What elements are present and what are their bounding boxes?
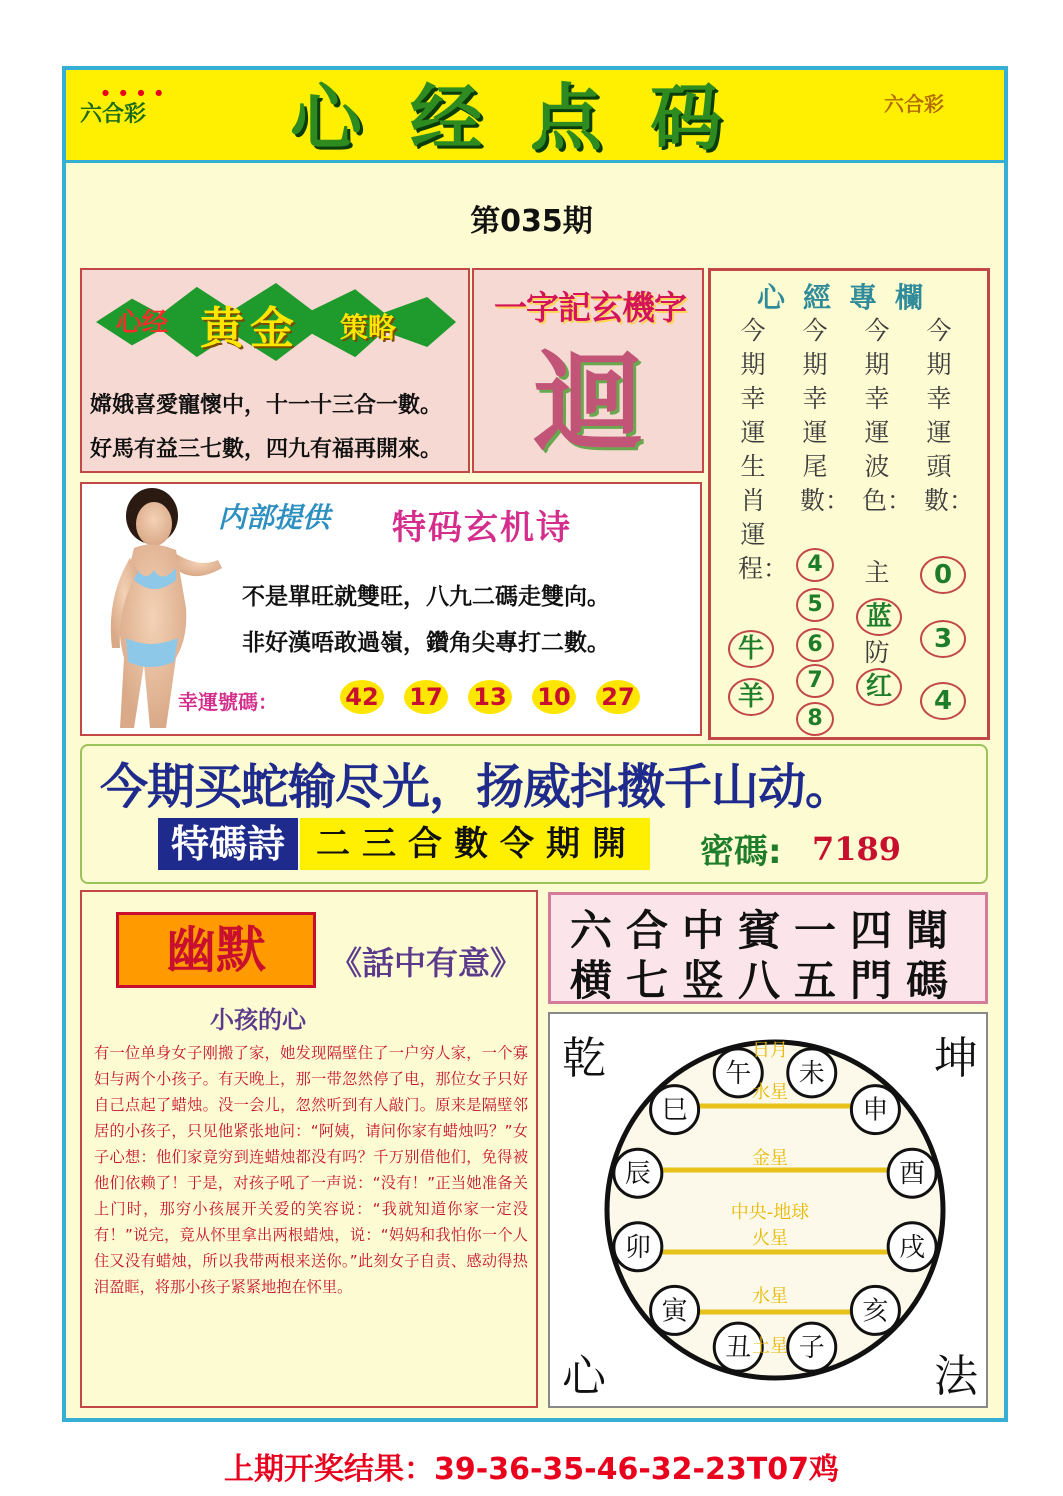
color-guard-label: 防 [864,638,890,667]
label-sun-moon: 日月 [752,1040,788,1061]
branch-label: 戌 [899,1232,926,1263]
label-mars: 火星 [752,1228,788,1249]
head-ring: 3 [920,620,966,658]
password-label: 密碼: [700,832,782,872]
branch-label: 酉 [899,1159,926,1190]
zodiac-wheel [590,1020,960,1400]
branch-label: 午 [725,1058,752,1089]
main-title: 心经点码 [290,75,771,160]
branch-label: 未 [798,1058,825,1089]
story-title: 小孩的心 [210,1006,306,1034]
lucky-number: 27 [596,680,640,714]
last-draw-result: 上期开奖结果：39-36-35-46-32-23T07鸡 [224,1452,839,1487]
column-text-zodiac: 今期幸運生肖運程： [738,316,789,583]
label-venus: 金星 [752,1148,788,1169]
logo [80,88,170,138]
mystic-char: 迴 [533,338,643,467]
mystic-title: 一字記玄機字 [494,288,686,327]
label-saturn: 土星 [752,1336,788,1357]
slogan-text: 今期买蛇输尽光，扬威抖擞千山动。 [100,759,853,815]
branch-label: 卯 [624,1232,651,1263]
label-mercury-2: 水星 [752,1286,788,1307]
tail-ring: 8 [796,702,834,736]
tail-ring: 5 [796,588,834,622]
color-ring: 蓝 [856,598,902,636]
color-ring: 红 [856,668,902,706]
head-ring: 4 [920,682,966,720]
logo-text: 六合彩 [80,102,147,127]
head-ring: 0 [920,556,966,594]
story-text: 有一位单身女子刚搬了家，她发现隔壁住了一户穷人家，一个寡妇与两个小孩子。有天晚上，那一带忽然停了电，那位女子只好自己点起了蜡烛。没一会儿，忽然听到有人敲门。原来是隔壁邻居的小孩子，只见他紧张地问：“阿姨，请问你家有蜡烛吗？”女子心想：他们家竟穷到连蜡烛都没有吗？千万别借他们，免得被他们依赖了！于是，对孩子吼了一声说：“没有！”正当她准备关上门时，那穷小孩展开关爱的笑容说：“我就知道你家一定没有！”说完，竟从怀里拿出两根蜡烛，说：“妈妈和我怕你一个人住又没有蜡烛，所以我带两根来送你。”此刻女子自责、感动得热泪盈眶，将那小孩子紧紧地抱在怀里。 [94,1044,528,1296]
branch-label: 寅 [661,1296,688,1327]
password-value: 7189 [812,830,902,868]
zodiac-ring: 牛 [728,630,774,668]
column-title: 心經專欄 [756,281,941,314]
issue-number: 第035期 [470,204,593,239]
tail-ring: 6 [796,628,834,662]
corner-fa: 法 [934,1351,978,1402]
column-text-head: 今期幸運頭數： [924,316,975,515]
zodiac-ring: 羊 [728,678,774,716]
label-mercury: 水星 [752,1082,788,1103]
branch-label: 辰 [624,1159,651,1190]
gate-line: 横七竖八五門碼 [570,956,963,1005]
lucky-number: 42 [340,680,384,714]
corner-kun: 坤 [934,1033,978,1084]
lucky-number: 13 [468,680,512,714]
branch-label: 申 [862,1095,889,1126]
corner-xin: 心 [562,1351,606,1402]
special-poem-line: 非好漢唔敢過嶺，鑽角尖專打二數。 [242,629,610,656]
branch-label: 亥 [862,1296,889,1327]
tail-ring: 4 [796,548,834,582]
color-main-label: 主 [864,558,890,587]
humor-badge: 幽默 [116,912,316,988]
lucky-number: 10 [532,680,576,714]
gold-poem-line: 好馬有益三七數，四九有福再開來。 [90,436,443,462]
humor-subtitle: 《話中有意》 [330,944,523,982]
tail-ring: 7 [796,664,834,698]
branch-label: 丑 [725,1333,752,1364]
branch-label: 巳 [661,1095,688,1126]
gold-strategy-b: 黄金 [200,303,300,354]
gold-strategy-a: 心经 [116,308,169,338]
label-earth: 中央-地球 [730,1202,810,1223]
branch-label: 子 [798,1333,825,1364]
special-poem-line: 不是單旺就雙旺，八九二碼走雙向。 [242,583,610,610]
gold-strategy-c: 策略 [340,311,397,344]
header-tag: 六合彩 [884,92,944,116]
tema-label: 特碼詩 [158,818,298,870]
gold-poem-line: 嫦娥喜愛寵懷中，十一十三合一數。 [90,392,443,418]
poem-heading-2: 特码玄机诗 [392,508,572,548]
lucky-label: 幸運號碼： [178,690,278,714]
tema-text: 二三合數令期開 [300,818,650,870]
logo-dots-icon: ● ● ● ● [102,88,167,97]
gate-line: 六合中賓一四聞 [570,906,963,955]
corner-qian: 乾 [562,1033,606,1084]
column-text-color: 今期幸運波色： [862,316,913,515]
column-text-tail: 今期幸運尾數： [800,316,851,515]
lucky-number: 17 [404,680,448,714]
poem-heading-1: 内部提供 [218,501,331,534]
